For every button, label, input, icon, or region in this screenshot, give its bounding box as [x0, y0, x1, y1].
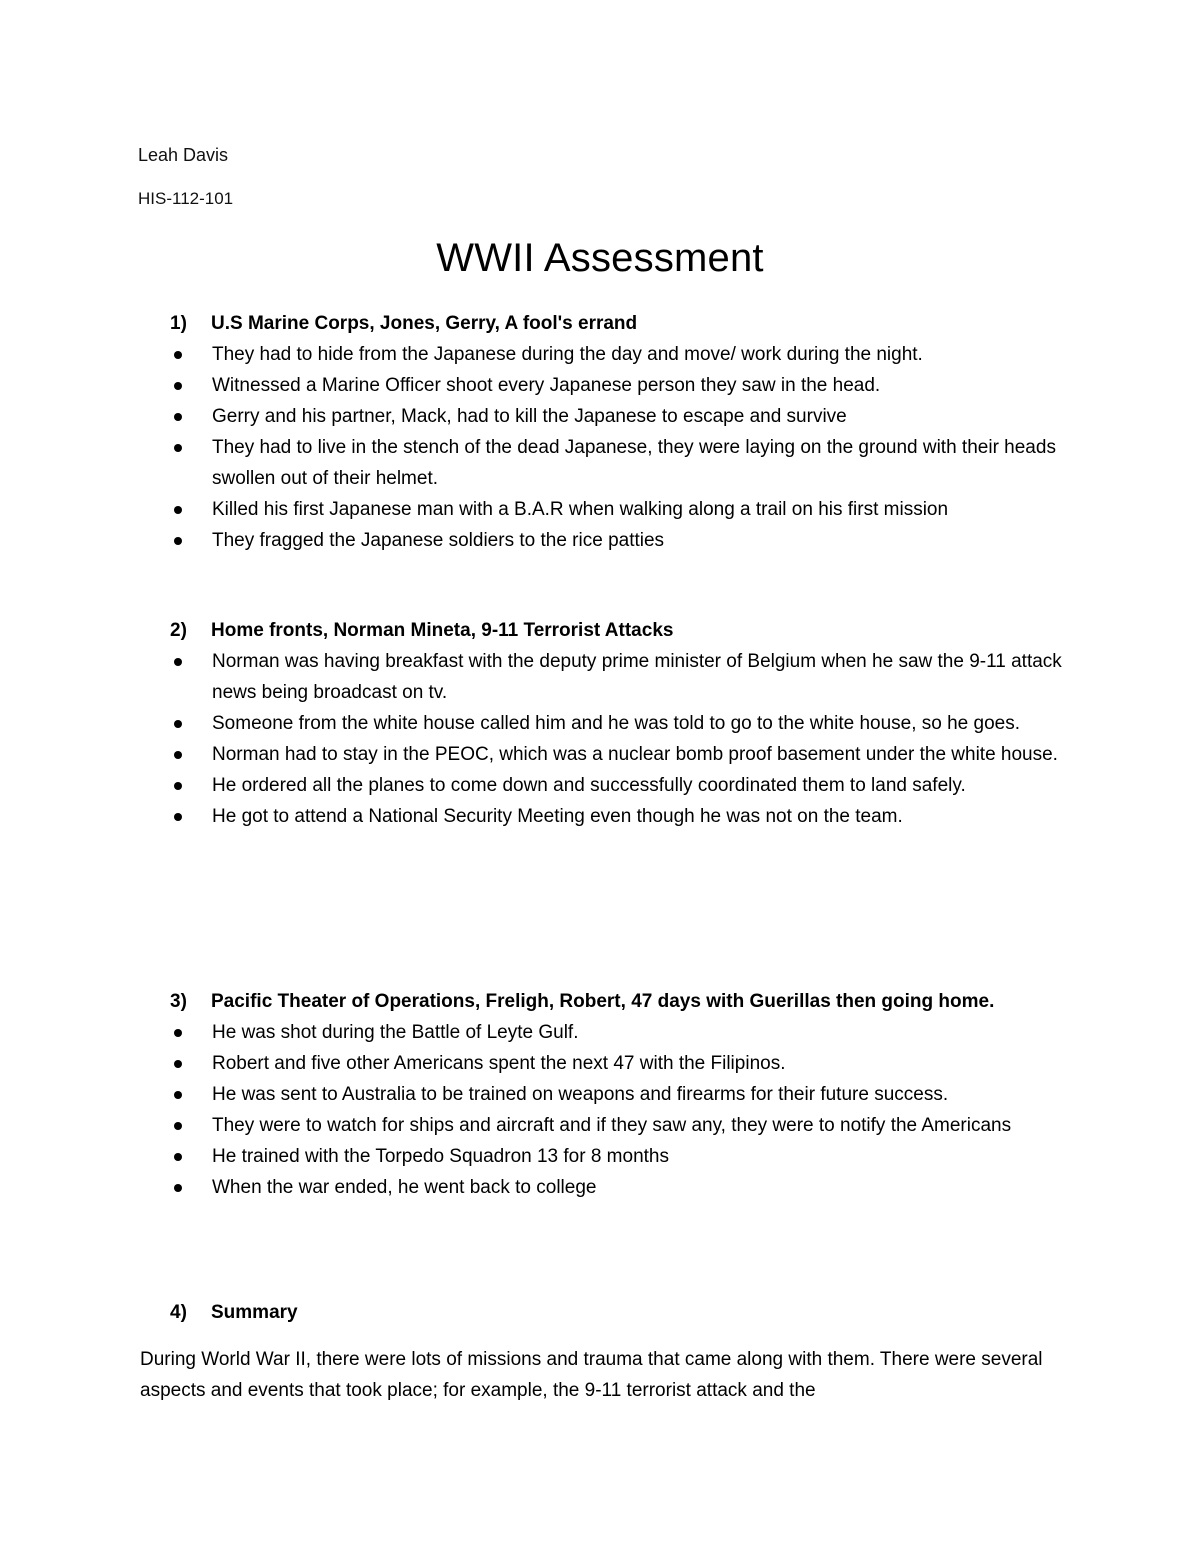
document-title: WWII Assessment	[436, 236, 764, 280]
bullet-icon	[174, 1029, 182, 1037]
section-2	[170, 615, 1070, 832]
bullet-text: Norman had to stay in the PEOC, which was a nuclear bomb proof basement under the white house.	[212, 744, 1058, 765]
section-number: 3)	[170, 991, 187, 1012]
section-title: U.S Marine Corps, Jones, Gerry, A fool's errand	[211, 313, 638, 334]
bullet-item	[170, 1172, 1070, 1203]
bullet-text: He was shot during the Battle of Leyte Gulf.	[212, 1022, 579, 1043]
bullet-text: They had to live in the stench of the dead Japanese, they were laying on the ground with their heads swollen out of their helmet.	[212, 437, 1056, 489]
bullet-icon	[174, 813, 182, 821]
bullet-icon	[174, 506, 182, 514]
bullet-icon	[174, 782, 182, 790]
bullet-text: They had to hide from the Japanese during the day and move/ work during the night.	[212, 344, 923, 365]
bullet-list	[170, 646, 1070, 832]
bullet-item	[170, 401, 1070, 432]
bullet-icon	[174, 1122, 182, 1130]
bullet-item	[170, 1079, 1070, 1110]
bullet-item	[170, 1110, 1070, 1141]
bullet-item	[170, 739, 1070, 770]
bullet-icon	[174, 1184, 182, 1192]
section-heading	[170, 1297, 1070, 1328]
bullet-text: When the war ended, he went back to college	[212, 1177, 597, 1198]
summary-paragraph: During World War II, there were lots of missions and trauma that came along with them. There were several aspects and events that took place; for example, the 9-11 terrorist attack and the	[140, 1349, 1043, 1401]
bullet-icon	[174, 1153, 182, 1161]
bullet-text: He got to attend a National Security Meeting even though he was not on the team.	[212, 806, 903, 827]
bullet-icon	[174, 751, 182, 759]
section-heading	[170, 308, 1070, 339]
bullet-item	[170, 770, 1070, 801]
bullet-icon	[174, 1060, 182, 1068]
course-code: HIS-112-101	[138, 189, 234, 208]
section-number: 1)	[170, 313, 187, 334]
bullet-item	[170, 339, 1070, 370]
bullet-text: Robert and five other Americans spent the next 47 with the Filipinos.	[212, 1053, 786, 1074]
bullet-text: He was sent to Australia to be trained on weapons and firearms for their future success.	[212, 1084, 949, 1105]
section-title: Home fronts, Norman Mineta, 9-11 Terrorist Attacks	[211, 620, 674, 641]
bullet-item	[170, 494, 1070, 525]
section-4	[170, 1297, 1070, 1328]
section-3	[170, 986, 1070, 1203]
bullet-text: Witnessed a Marine Officer shoot every Japanese person they saw in the head.	[212, 375, 881, 396]
bullet-list	[170, 1017, 1070, 1203]
bullet-item	[170, 432, 1070, 494]
bullet-icon	[174, 413, 182, 421]
bullet-item	[170, 708, 1070, 739]
bullet-icon	[174, 720, 182, 728]
bullet-item	[170, 646, 1070, 708]
bullet-item	[170, 1141, 1070, 1172]
author-name: Leah Davis	[138, 145, 229, 165]
section-heading	[170, 986, 1070, 1017]
bullet-text: Killed his first Japanese man with a B.A.R when walking along a trail on his first mission	[212, 499, 949, 520]
bullet-text: Gerry and his partner, Mack, had to kill the Japanese to escape and survive	[212, 406, 847, 427]
bullet-icon	[174, 444, 182, 452]
section-1	[170, 308, 1070, 556]
bullet-text: They were to watch for ships and aircraft and if they saw any, they were to notify the Americans	[212, 1115, 1012, 1136]
bullet-item	[170, 525, 1070, 556]
section-title: Pacific Theater of Operations, Freligh, Robert, 47 days with Guerillas then going home.	[211, 991, 995, 1012]
bullet-text: Someone from the white house called him and he was told to go to the white house, so he goes.	[212, 713, 1021, 734]
bullet-text: Norman was having breakfast with the deputy prime minister of Belgium when he saw the 9-11 attack news being broadcast on tv.	[212, 651, 1062, 703]
bullet-icon	[174, 537, 182, 545]
bullet-item	[170, 801, 1070, 832]
bullet-item	[170, 370, 1070, 401]
section-number: 2)	[170, 620, 187, 641]
section-heading	[170, 615, 1070, 646]
section-number: 4)	[170, 1302, 187, 1323]
bullet-icon	[174, 1091, 182, 1099]
bullet-icon	[174, 351, 182, 359]
bullet-list	[170, 339, 1070, 556]
section-title: Summary	[211, 1302, 298, 1323]
bullet-text: He trained with the Torpedo Squadron 13 for 8 months	[212, 1146, 669, 1167]
bullet-item	[170, 1048, 1070, 1079]
bullet-text: They fragged the Japanese soldiers to the rice patties	[212, 530, 665, 551]
bullet-text: He ordered all the planes to come down and successfully coordinated them to land safely.	[212, 775, 966, 796]
bullet-item	[170, 1017, 1070, 1048]
bullet-icon	[174, 382, 182, 390]
bullet-icon	[174, 658, 182, 666]
